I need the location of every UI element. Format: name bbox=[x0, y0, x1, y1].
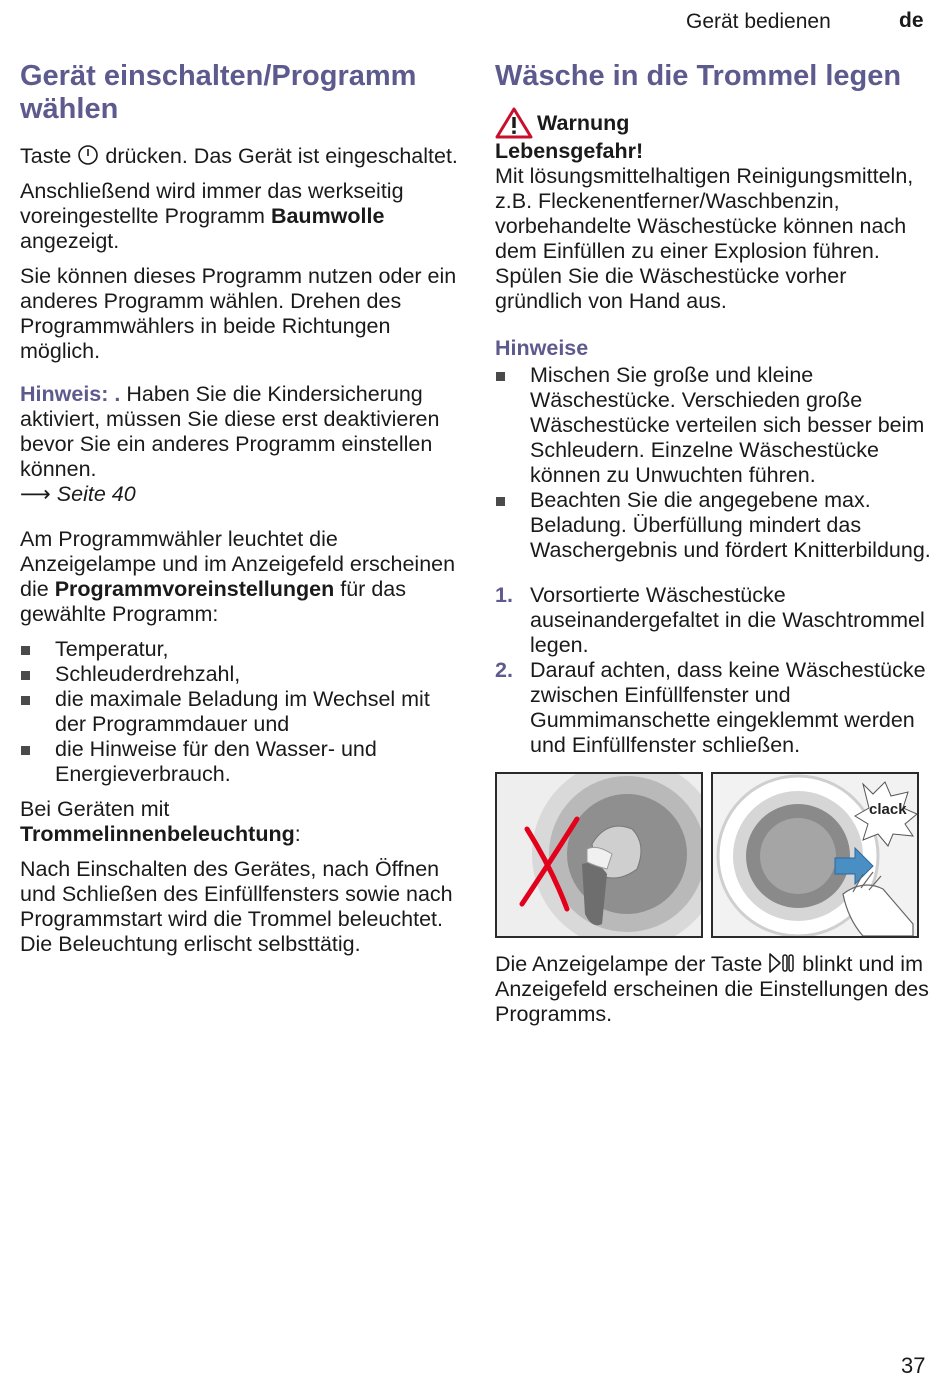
bullet-square-icon bbox=[496, 497, 505, 506]
list-item bbox=[495, 488, 935, 563]
list-item-text: Temperatur, bbox=[55, 637, 169, 661]
program-name-cotton: Baumwolle bbox=[270, 204, 385, 228]
text-segment: : bbox=[294, 822, 301, 846]
text-segment: Taste bbox=[20, 144, 72, 168]
bullet-square-icon bbox=[21, 746, 30, 755]
list-item-text: die Hinweise für den Wasser- und Energieverbrauch. bbox=[55, 737, 377, 786]
hints-title: Hinweise bbox=[495, 336, 589, 360]
paragraph-start-lamp bbox=[495, 952, 935, 1027]
hint-paragraph bbox=[20, 382, 460, 507]
right-column bbox=[495, 60, 935, 1027]
list-item bbox=[495, 363, 935, 488]
bullet-square-icon bbox=[21, 696, 30, 705]
list-item bbox=[20, 687, 460, 737]
paragraph-default-program bbox=[20, 179, 460, 254]
left-column bbox=[20, 60, 460, 957]
header-section: Gerät bedienen bbox=[686, 10, 831, 33]
list-item bbox=[20, 662, 460, 687]
step-item bbox=[495, 658, 935, 758]
text-segment: angezeigt. bbox=[20, 229, 120, 253]
drum-with-laundry-icon bbox=[497, 774, 701, 936]
warning-text: Mit lösungsmittelhaltigen Reinigungsmitteln, z.B. Fleckenentferner/Waschbenzin, vorbehandelte Wäschestücke können nach dem Einfüllen zu einer Explosion führen. bbox=[495, 164, 914, 263]
list-item-text: die maximale Beladung im Wechsel mit der Programmdauer und bbox=[55, 687, 430, 736]
step-text: Darauf achten, dass keine Wäschestücke zwischen Einfüllfenster und Gummimanschette eingeklemmt werden und Einfüllfenster schließen. bbox=[530, 658, 926, 757]
presettings-term: Programmvoreinstellungen bbox=[54, 577, 335, 601]
step-number: 1. bbox=[495, 583, 513, 607]
paragraph-presettings bbox=[20, 527, 460, 627]
bullet-square-icon bbox=[21, 646, 30, 655]
page-number: 37 bbox=[901, 1353, 926, 1378]
text-segment: Anschließend wird immer das werkseitig voreingestellte Programm bbox=[20, 179, 404, 228]
hint-text: Haben Sie die Kindersicherung aktiviert, müssen Sie diese erst deaktivieren bevor Sie ein anderes Programm einstellen können. bbox=[20, 382, 440, 481]
text-segment: Am Programmwähler leuchtet die Anzeigelampe und im Anzeigefeld erscheinen die bbox=[20, 527, 456, 601]
paragraph-drum-light: Nach Einschalten des Gerätes, nach Öffnen und Schließen des Einfüllfensters sowie nach Programmstart wird die Trommel beleuchtet. Die Beleuchtung erlischt selbsttätig. bbox=[20, 857, 453, 956]
page-reference-link[interactable]: ⟶ Seite 40 bbox=[20, 482, 136, 506]
start-pause-icon bbox=[768, 952, 796, 974]
list-item bbox=[20, 637, 460, 662]
step-item bbox=[495, 583, 935, 658]
illustration-row bbox=[495, 772, 935, 938]
text-segment: blinkt und im Anzeigefeld erscheinen die Einstellungen des Programms. bbox=[495, 952, 929, 1026]
list-item-text: Schleuderdrehzahl, bbox=[55, 662, 241, 686]
header-language: de bbox=[899, 9, 924, 32]
door-closing-icon bbox=[713, 774, 917, 936]
hint-label: Hinweis: . bbox=[20, 382, 121, 406]
illustration-wrong-loading bbox=[495, 772, 703, 938]
paragraph-power-on bbox=[20, 144, 460, 169]
hints-list bbox=[495, 363, 935, 563]
text-segment: drücken. Das Gerät ist eingeschaltet. bbox=[105, 144, 458, 168]
step-text: Vorsortierte Wäschestücke auseinandergefaltet in die Waschtrommel legen. bbox=[530, 583, 925, 657]
warning-label: Warnung bbox=[537, 110, 630, 135]
warning-instruction: Spülen Sie die Wäschestücke vorher gründlich von Hand aus. bbox=[495, 264, 847, 313]
right-section-title: Wäsche in die Trommel legen bbox=[495, 60, 902, 92]
text-segment: für das gewählte Programm: bbox=[20, 577, 406, 626]
warning-header bbox=[495, 107, 935, 139]
bullet-square-icon bbox=[21, 671, 30, 680]
list-item-text: Mischen Sie große und kleine Wäschestücke. Verschieden große Wäschestücke verteilen sich besser beim Schleudern. Einzelne Wäschestücke können zu Unwuchten führen. bbox=[530, 363, 925, 487]
paragraph-drum-light-intro bbox=[20, 797, 460, 847]
left-section-title: Gerät einschalten/Programm wählen bbox=[20, 60, 417, 125]
list-item-text: Beachten Sie die angegebene max. Beladung. Überfüllung mindert das Waschergebnis und fördert Knitterbildung. bbox=[530, 488, 931, 562]
text-segment: Die Anzeigelampe der Taste bbox=[495, 952, 763, 976]
paragraph-program-selection: Sie können dieses Programm nutzen oder ein anderes Programm wählen. Drehen des Programmwählers in beide Richtungen möglich. bbox=[20, 264, 457, 363]
illustration-close-door bbox=[711, 772, 919, 938]
drum-light-term: Trommelinnenbeleuchtung bbox=[20, 822, 295, 846]
steps-list bbox=[495, 583, 935, 758]
power-icon bbox=[77, 144, 99, 166]
danger-label: Lebensgefahr! bbox=[495, 139, 644, 163]
presettings-list bbox=[20, 637, 460, 787]
list-item bbox=[20, 737, 460, 787]
text-segment: Bei Geräten mit bbox=[20, 797, 170, 821]
warning-triangle-icon bbox=[495, 107, 533, 139]
bullet-square-icon bbox=[496, 372, 505, 381]
step-number: 2. bbox=[495, 658, 513, 682]
clack-label: clack bbox=[869, 801, 907, 818]
